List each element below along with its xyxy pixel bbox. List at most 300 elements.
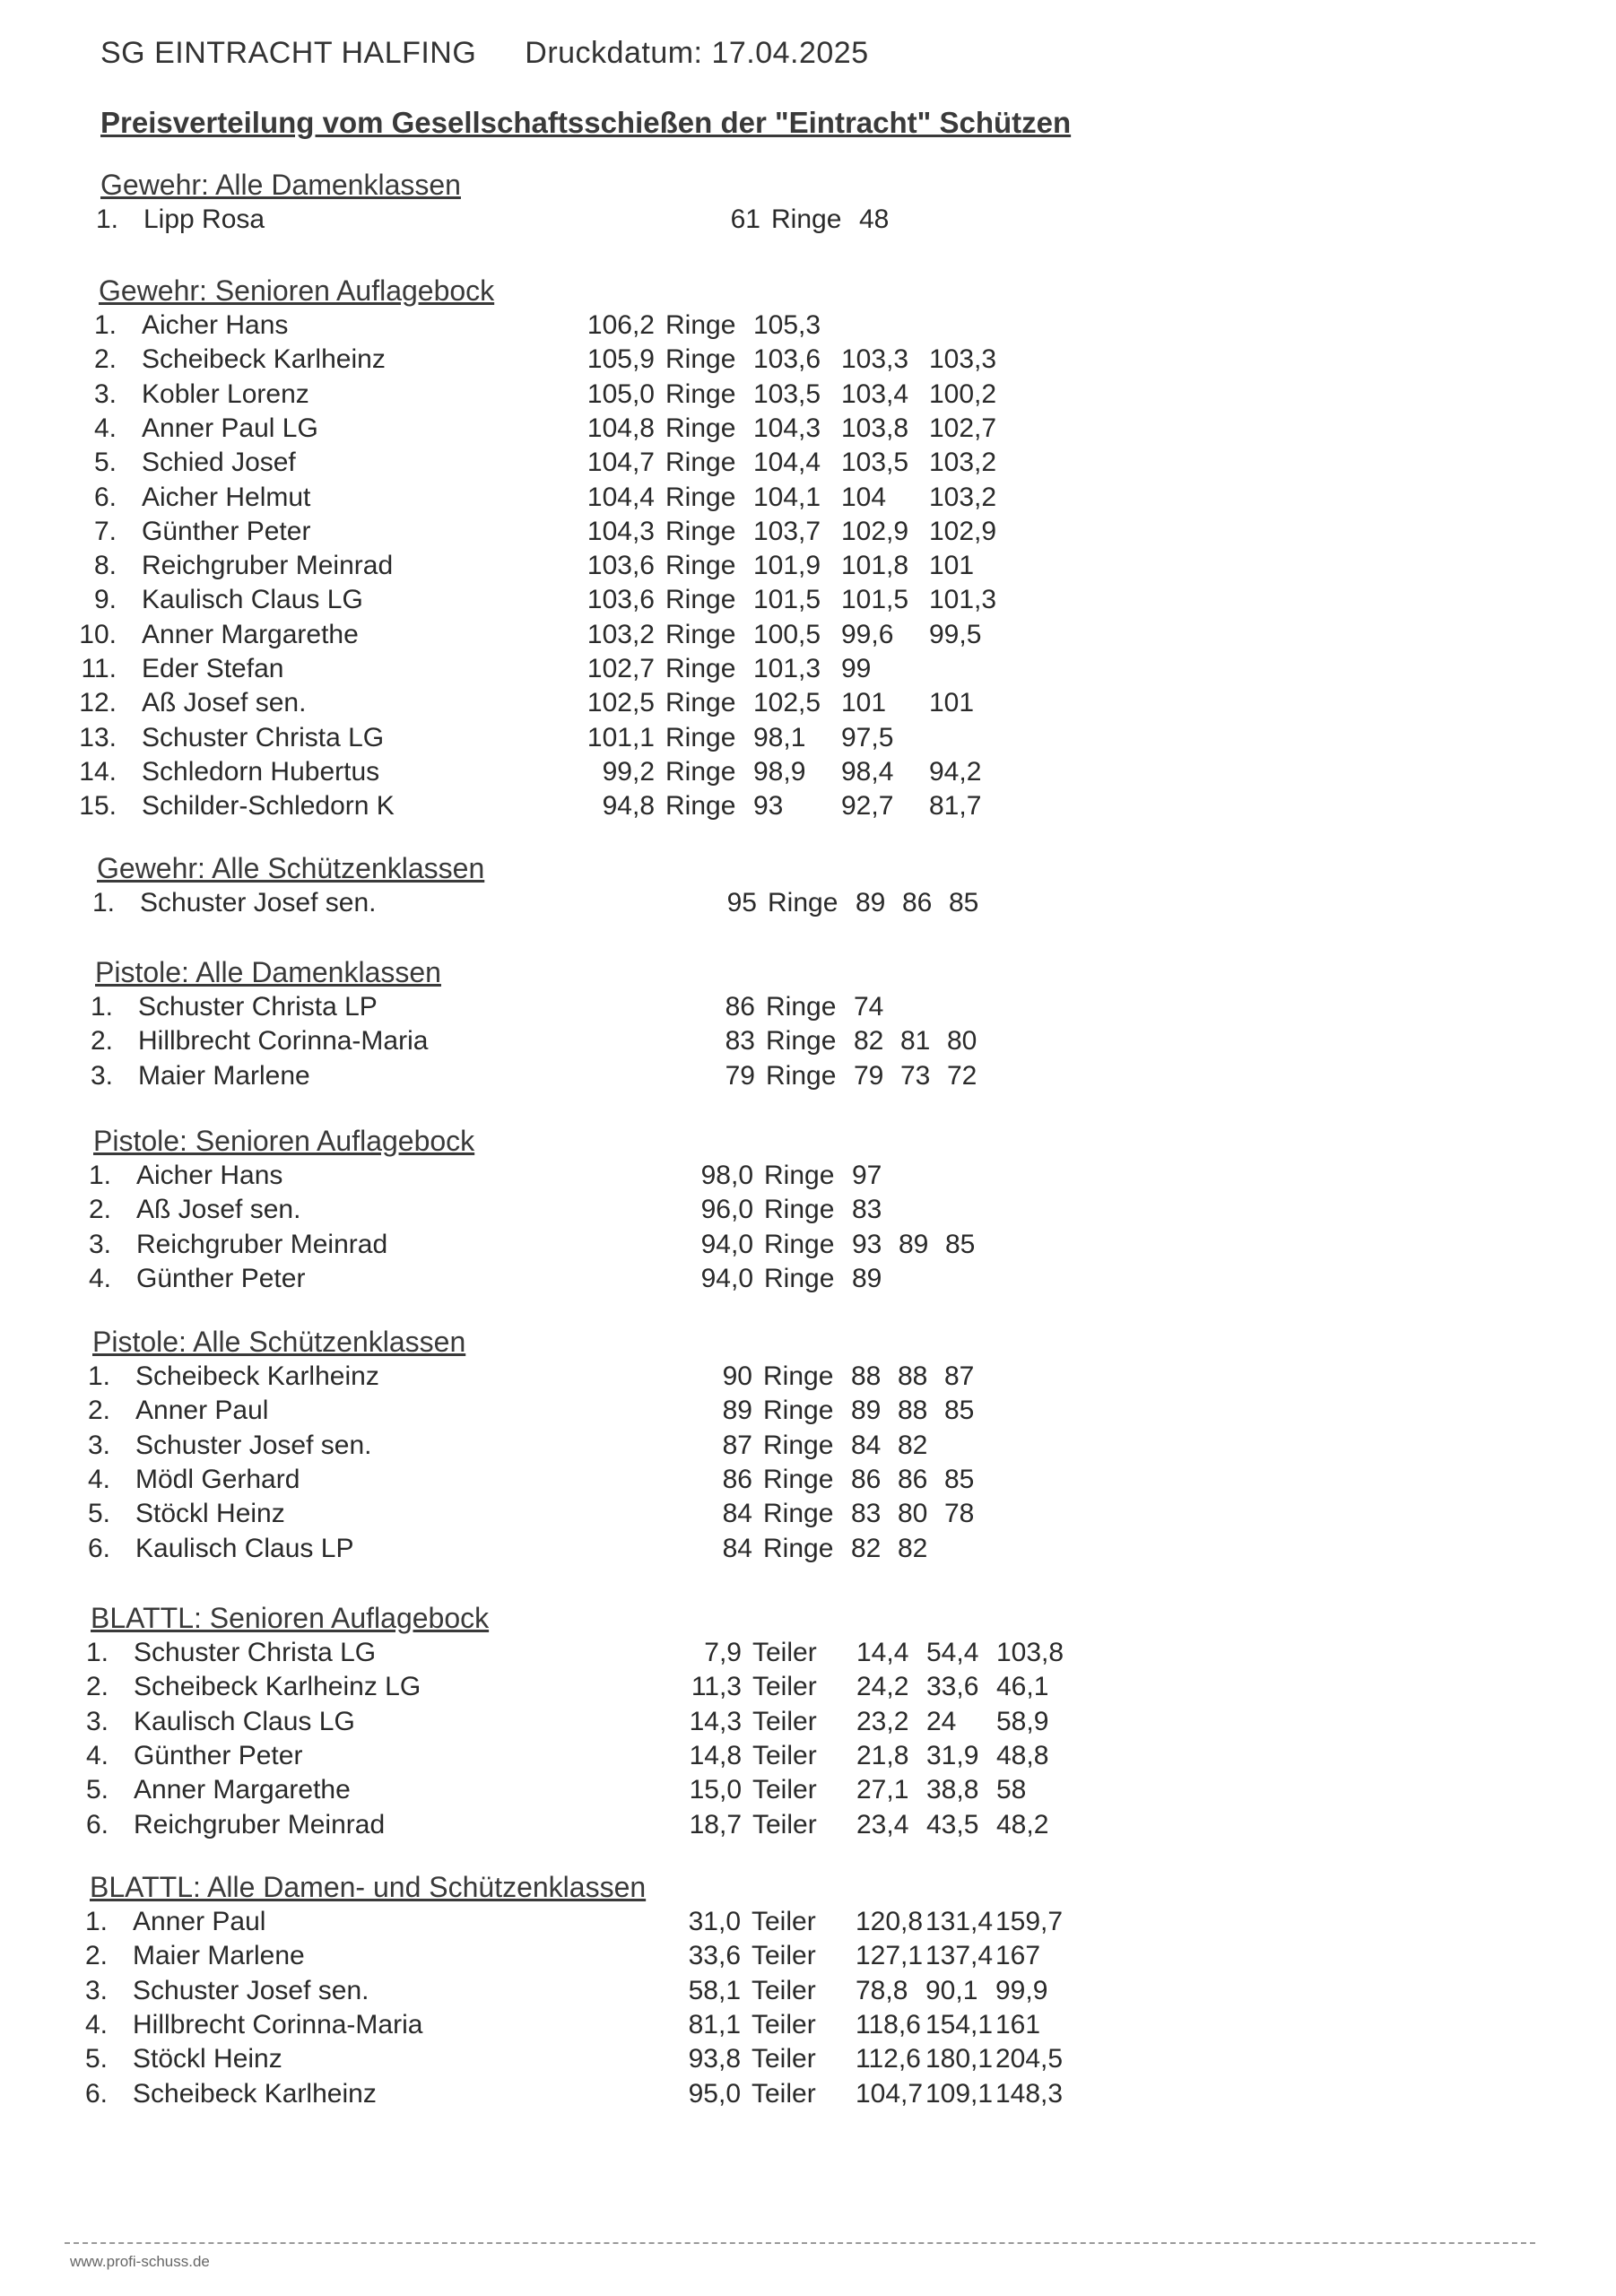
section-title: Pistole: Senioren Auflagebock <box>93 1125 475 1157</box>
series-score: 86 <box>851 1464 882 1494</box>
section-title: Pistole: Alle Schützenklassen <box>92 1326 466 1358</box>
rank: 2. <box>88 1195 111 1225</box>
total-score: 105,0 <box>586 378 655 409</box>
total-score: 61 <box>730 204 760 234</box>
series-score: 97 <box>852 1161 882 1190</box>
rank: 6. <box>84 2078 108 2109</box>
total-score: 89 <box>722 1396 752 1426</box>
series-score: 46,1 <box>996 1672 1049 1702</box>
series-score: 103,7 <box>753 516 821 546</box>
total-score: 15,0 <box>689 1775 742 1805</box>
total-score: 98,0 <box>700 1161 753 1190</box>
rank: 2. <box>84 1941 108 1971</box>
series-score: 38,8 <box>926 1775 979 1805</box>
score-unit: Ringe <box>665 551 736 581</box>
score-unit: Teiler <box>752 1638 817 1667</box>
result-row <box>0 1672 1616 1706</box>
result-row <box>0 620 1616 654</box>
rank: 1. <box>90 992 113 1022</box>
series-score: 23,2 <box>856 1706 909 1736</box>
shooter-name: Lipp Rosa <box>143 204 265 234</box>
rank: 14. <box>79 756 117 787</box>
series-score: 88 <box>898 1396 928 1426</box>
score-unit: Ringe <box>665 619 736 649</box>
shooter-name: Schilder-Schledorn K <box>142 791 395 822</box>
total-score: 81,1 <box>688 2009 741 2039</box>
series-score: 98,9 <box>753 756 806 787</box>
total-score: 99,2 <box>602 756 655 787</box>
rank: 8. <box>93 551 117 581</box>
score-unit: Teiler <box>752 1975 816 2005</box>
section-title: BLATTL: Senioren Auflagebock <box>91 1602 490 1634</box>
series-score: 86 <box>902 888 933 918</box>
shooter-name: Hillbrecht Corinna-Maria <box>138 1026 429 1057</box>
result-row <box>0 2010 1616 2044</box>
series-score: 85 <box>944 1464 975 1494</box>
total-score: 94,8 <box>602 791 655 822</box>
series-score: 89 <box>899 1229 929 1259</box>
score-unit: Ringe <box>764 1195 835 1225</box>
total-score: 93,8 <box>688 2044 741 2074</box>
rank: 5. <box>87 1499 110 1529</box>
series-score: 48,2 <box>996 1809 1049 1839</box>
result-row <box>0 448 1616 482</box>
result-row <box>0 791 1616 825</box>
shooter-name: Günther Peter <box>134 1740 303 1770</box>
series-score: 204,5 <box>995 2044 1064 2074</box>
series-score: 31,9 <box>926 1740 979 1770</box>
score-unit: Ringe <box>764 1263 835 1293</box>
shooter-name: Kaulisch Claus LP <box>135 1533 354 1563</box>
result-row <box>0 1707 1616 1741</box>
series-score: 81,7 <box>929 791 982 822</box>
series-score: 104,1 <box>753 482 821 512</box>
shooter-name: Mödl Gerhard <box>135 1464 300 1494</box>
rank: 2. <box>90 1026 113 1057</box>
series-score: 27,1 <box>856 1775 909 1805</box>
series-score: 78 <box>944 1499 975 1529</box>
shooter-name: Reichgruber Meinrad <box>142 551 394 581</box>
shooter-name: Kaulisch Claus LG <box>142 585 363 615</box>
result-row <box>0 1264 1616 1298</box>
series-score: 137,4 <box>925 1941 994 1971</box>
series-score: 105,3 <box>753 310 821 340</box>
series-score: 92,7 <box>841 791 894 822</box>
series-score: 102,9 <box>841 516 909 546</box>
score-unit: Teiler <box>752 2078 816 2109</box>
result-row <box>0 1465 1616 1499</box>
score-unit: Ringe <box>764 1161 835 1190</box>
result-row <box>0 413 1616 448</box>
section-title: BLATTL: Alle Damen- und Schützenklassen <box>90 1871 647 1903</box>
series-score: 101,3 <box>753 654 821 683</box>
result-row <box>0 379 1616 413</box>
document-title: Preisverteilung vom Gesellschaftsschießen der "Eintracht" Schützen <box>100 106 1072 139</box>
shooter-name: Anner Paul LG <box>142 413 318 443</box>
result-row <box>0 992 1616 1026</box>
series-score: 102,7 <box>929 413 997 443</box>
rank: 6. <box>87 1533 110 1563</box>
series-score: 118,6 <box>856 2009 921 2039</box>
rank: 5. <box>85 1775 109 1805</box>
rank: 4. <box>84 2009 108 2039</box>
score-unit: Ringe <box>665 516 736 546</box>
series-score: 112,6 <box>856 2044 921 2074</box>
series-score: 24,2 <box>856 1672 909 1702</box>
series-score: 127,1 <box>856 1941 924 1971</box>
result-row <box>0 483 1616 517</box>
rank: 9. <box>93 585 117 615</box>
rank: 3. <box>93 378 117 409</box>
result-row <box>0 1741 1616 1775</box>
result-row <box>0 1230 1616 1264</box>
series-score: 83 <box>851 1499 882 1529</box>
series-score: 103,5 <box>841 448 909 478</box>
total-score: 105,9 <box>586 344 655 375</box>
shooter-name: Kaulisch Claus LG <box>134 1706 355 1736</box>
result-row <box>0 551 1616 585</box>
rank: 2. <box>87 1396 110 1426</box>
result-row <box>0 1361 1616 1396</box>
series-score: 103,4 <box>841 378 909 409</box>
result-row <box>0 723 1616 757</box>
series-score: 99,9 <box>995 1975 1048 2005</box>
score-unit: Ringe <box>763 1361 834 1391</box>
total-score: 86 <box>722 1464 752 1494</box>
score-unit: Ringe <box>665 413 736 443</box>
series-score: 98,1 <box>753 722 806 752</box>
score-unit: Teiler <box>752 2009 816 2039</box>
series-score: 74 <box>854 992 884 1022</box>
result-row <box>0 688 1616 722</box>
total-score: 104,7 <box>586 448 655 478</box>
series-score: 103,2 <box>929 448 997 478</box>
total-score: 84 <box>722 1499 752 1529</box>
rank: 5. <box>84 2044 108 2074</box>
shooter-name: Maier Marlene <box>133 1941 305 1971</box>
shooter-name: Schuster Christa LG <box>134 1638 377 1667</box>
score-unit: Ringe <box>763 1396 834 1426</box>
score-unit: Teiler <box>752 2044 816 2074</box>
rank: 6. <box>85 1809 109 1839</box>
series-score: 94,2 <box>929 756 982 787</box>
series-score: 21,8 <box>856 1740 909 1770</box>
total-score: 104,3 <box>586 516 655 546</box>
shooter-name: Schuster Josef sen. <box>133 1975 369 2005</box>
series-score: 85 <box>949 888 979 918</box>
rank: 2. <box>93 344 117 375</box>
rank: 12. <box>79 688 117 718</box>
rank: 10. <box>79 619 117 649</box>
score-unit: Teiler <box>752 1907 816 1936</box>
series-score: 86 <box>898 1464 928 1494</box>
print-date: 17.04.2025 <box>711 36 869 70</box>
score-unit: Ringe <box>665 688 736 718</box>
series-score: 103,2 <box>929 482 997 512</box>
rank: 3. <box>85 1706 109 1736</box>
shooter-name: Schuster Christa LP <box>138 992 378 1022</box>
series-score: 99,5 <box>929 619 982 649</box>
score-unit: Teiler <box>752 1706 817 1736</box>
series-score: 103,8 <box>841 413 909 443</box>
total-score: 102,7 <box>586 654 655 683</box>
series-score: 33,6 <box>926 1672 979 1702</box>
series-score: 82 <box>898 1533 928 1563</box>
rank: 1. <box>95 204 118 234</box>
series-score: 131,4 <box>925 1907 994 1936</box>
series-score: 84 <box>851 1430 882 1460</box>
score-unit: Ringe <box>665 722 736 752</box>
series-score: 104,4 <box>753 448 821 478</box>
total-score: 86 <box>725 992 755 1022</box>
score-unit: Ringe <box>763 1499 834 1529</box>
score-unit: Ringe <box>665 378 736 409</box>
series-score: 154,1 <box>925 2009 994 2039</box>
total-score: 103,2 <box>586 619 655 649</box>
shooter-name: Reichgruber Meinrad <box>134 1809 386 1839</box>
shooter-name: Anner Margarethe <box>134 1775 351 1805</box>
total-score: 95,0 <box>688 2078 741 2109</box>
shooter-name: Kobler Lorenz <box>142 378 309 409</box>
series-score: 167 <box>995 1941 1041 1971</box>
rank: 4. <box>88 1263 111 1293</box>
series-score: 180,1 <box>925 2044 994 2074</box>
series-score: 103,3 <box>841 344 909 375</box>
series-score: 99 <box>841 654 872 683</box>
score-unit: Ringe <box>665 756 736 787</box>
shooter-name: Günther Peter <box>142 516 311 546</box>
score-unit: Ringe <box>766 1060 837 1091</box>
series-score: 80 <box>898 1499 928 1529</box>
rank: 3. <box>90 1060 113 1091</box>
shooter-name: Anner Margarethe <box>142 619 359 649</box>
footer-divider <box>65 2242 1535 2244</box>
rank: 1. <box>93 310 117 340</box>
section-title: Pistole: Alle Damenklassen <box>95 956 441 988</box>
section-title: Gewehr: Senioren Auflagebock <box>99 274 495 307</box>
total-score: 7,9 <box>704 1638 742 1667</box>
series-score: 101,3 <box>929 585 997 615</box>
total-score: 103,6 <box>586 551 655 581</box>
score-unit: Teiler <box>752 1740 817 1770</box>
series-score: 72 <box>947 1060 977 1091</box>
result-row <box>0 1026 1616 1060</box>
series-score: 104,3 <box>753 413 821 443</box>
series-score: 58 <box>996 1775 1027 1805</box>
rank: 3. <box>87 1430 110 1460</box>
series-score: 101,5 <box>841 585 909 615</box>
rank: 2. <box>85 1672 109 1702</box>
series-score: 101 <box>929 688 975 718</box>
series-score: 82 <box>854 1026 884 1057</box>
total-score: 106,2 <box>586 310 655 340</box>
total-score: 95 <box>726 888 757 918</box>
series-score: 161 <box>995 2009 1041 2039</box>
total-score: 84 <box>722 1533 752 1563</box>
score-unit: Ringe <box>768 888 838 918</box>
shooter-name: Scheibeck Karlheinz <box>133 2078 377 2109</box>
shooter-name: Hillbrecht Corinna-Maria <box>133 2009 423 2039</box>
total-score: 96,0 <box>700 1195 753 1225</box>
series-score: 103,5 <box>753 378 821 409</box>
result-row <box>0 1195 1616 1229</box>
section-title: Gewehr: Alle Schützenklassen <box>97 852 485 884</box>
series-score: 100,2 <box>929 378 997 409</box>
shooter-name: Maier Marlene <box>138 1060 310 1091</box>
total-score: 14,3 <box>689 1706 742 1736</box>
rank: 7. <box>93 516 117 546</box>
series-score: 43,5 <box>926 1809 979 1839</box>
series-score: 14,4 <box>856 1638 909 1667</box>
score-unit: Ringe <box>766 1026 837 1057</box>
series-score: 102,9 <box>929 516 997 546</box>
shooter-name: Schied Josef <box>142 448 296 478</box>
total-score: 79 <box>725 1060 755 1091</box>
rank: 4. <box>85 1740 109 1770</box>
rank: 6. <box>93 482 117 512</box>
shooter-name: Aß Josef sen. <box>136 1195 301 1225</box>
shooter-name: Schledorn Hubertus <box>142 756 380 787</box>
series-score: 81 <box>900 1026 931 1057</box>
result-row <box>0 1161 1616 1195</box>
result-row <box>0 585 1616 619</box>
result-row <box>0 1638 1616 1672</box>
shooter-name: Schuster Christa LG <box>142 722 385 752</box>
series-score: 89 <box>852 1263 882 1293</box>
rank: 1. <box>85 1638 109 1667</box>
series-score: 101,9 <box>753 551 821 581</box>
score-unit: Ringe <box>771 204 842 234</box>
series-score: 104,7 <box>856 2078 924 2109</box>
series-score: 93 <box>753 791 784 822</box>
series-score: 87 <box>944 1361 975 1391</box>
total-score: 83 <box>725 1026 755 1057</box>
shooter-name: Aicher Helmut <box>142 482 311 512</box>
rank: 1. <box>87 1361 110 1391</box>
series-score: 99,6 <box>841 619 894 649</box>
score-unit: Ringe <box>763 1430 834 1460</box>
series-score: 88 <box>898 1361 928 1391</box>
series-score: 54,4 <box>926 1638 979 1667</box>
total-score: 18,7 <box>689 1809 742 1839</box>
result-row <box>0 1431 1616 1465</box>
result-row <box>0 2079 1616 2113</box>
series-score: 88 <box>851 1361 882 1391</box>
series-score: 103,8 <box>996 1638 1064 1667</box>
score-unit: Ringe <box>766 992 837 1022</box>
shooter-name: Günther Peter <box>136 1263 306 1293</box>
result-row <box>0 204 1616 239</box>
shooter-name: Schuster Josef sen. <box>135 1430 372 1460</box>
rank: 3. <box>88 1229 111 1259</box>
shooter-name: Aß Josef sen. <box>142 688 307 718</box>
score-unit: Ringe <box>665 791 736 822</box>
rank: 1. <box>91 888 115 918</box>
rank: 11. <box>81 654 117 683</box>
series-score: 80 <box>947 1026 977 1057</box>
result-row <box>0 1499 1616 1533</box>
shooter-name: Scheibeck Karlheinz <box>142 344 386 375</box>
shooter-name: Anner Paul <box>135 1396 269 1426</box>
shooter-name: Scheibeck Karlheinz <box>135 1361 379 1391</box>
total-score: 58,1 <box>688 1975 741 2005</box>
result-row <box>0 757 1616 791</box>
series-score: 85 <box>945 1229 976 1259</box>
result-row <box>0 2044 1616 2078</box>
series-score: 104 <box>841 482 887 512</box>
series-score: 89 <box>856 888 886 918</box>
score-unit: Teiler <box>752 1941 816 1971</box>
score-unit: Ringe <box>665 585 736 615</box>
series-score: 23,4 <box>856 1809 909 1839</box>
series-score: 101 <box>841 688 887 718</box>
total-score: 103,6 <box>586 585 655 615</box>
total-score: 87 <box>722 1430 752 1460</box>
total-score: 104,8 <box>586 413 655 443</box>
series-score: 78,8 <box>856 1975 908 2005</box>
total-score: 104,4 <box>586 482 655 512</box>
result-row <box>0 888 1616 922</box>
result-row <box>0 1534 1616 1568</box>
shooter-name: Scheibeck Karlheinz LG <box>134 1672 421 1702</box>
series-score: 79 <box>854 1060 884 1091</box>
series-score: 82 <box>851 1533 882 1563</box>
series-score: 159,7 <box>995 1907 1064 1936</box>
score-unit: Ringe <box>665 344 736 375</box>
score-unit: Ringe <box>665 310 736 340</box>
shooter-name: Anner Paul <box>133 1907 266 1936</box>
score-unit: Teiler <box>752 1809 817 1839</box>
series-score: 120,8 <box>856 1907 924 1936</box>
shooter-name: Stöckl Heinz <box>133 2044 282 2074</box>
result-row <box>0 517 1616 551</box>
series-score: 93 <box>852 1229 882 1259</box>
result-row <box>0 1810 1616 1844</box>
series-score: 109,1 <box>925 2078 994 2109</box>
series-score: 103,6 <box>753 344 821 375</box>
result-row <box>0 1396 1616 1430</box>
total-score: 11,3 <box>691 1672 742 1702</box>
rank: 4. <box>93 413 117 443</box>
result-row <box>0 1775 1616 1809</box>
series-score: 85 <box>944 1396 975 1426</box>
section-title: Gewehr: Alle Damenklassen <box>100 169 461 201</box>
footer-url: www.profi-schuss.de <box>70 2253 210 2270</box>
club-name: SG EINTRACHT HALFING <box>100 36 477 70</box>
shooter-name: Aicher Hans <box>142 310 289 340</box>
series-score: 82 <box>898 1430 928 1460</box>
series-score: 73 <box>900 1060 931 1091</box>
series-score: 100,5 <box>753 619 821 649</box>
print-date-label: Druckdatum: <box>525 36 703 70</box>
score-unit: Ringe <box>665 448 736 478</box>
total-score: 33,6 <box>688 1941 741 1971</box>
rank: 5. <box>93 448 117 478</box>
shooter-name: Aicher Hans <box>136 1161 283 1190</box>
series-score: 101,8 <box>841 551 909 581</box>
rank: 3. <box>84 1975 108 2005</box>
series-score: 101 <box>929 551 975 581</box>
shooter-name: Stöckl Heinz <box>135 1499 285 1529</box>
series-score: 98,4 <box>841 756 894 787</box>
rank: 1. <box>88 1161 111 1190</box>
series-score: 24 <box>926 1706 957 1736</box>
series-score: 148,3 <box>995 2078 1064 2109</box>
score-unit: Ringe <box>764 1229 835 1259</box>
score-unit: Ringe <box>763 1533 834 1563</box>
total-score: 94,0 <box>700 1263 753 1293</box>
score-unit: Ringe <box>665 482 736 512</box>
